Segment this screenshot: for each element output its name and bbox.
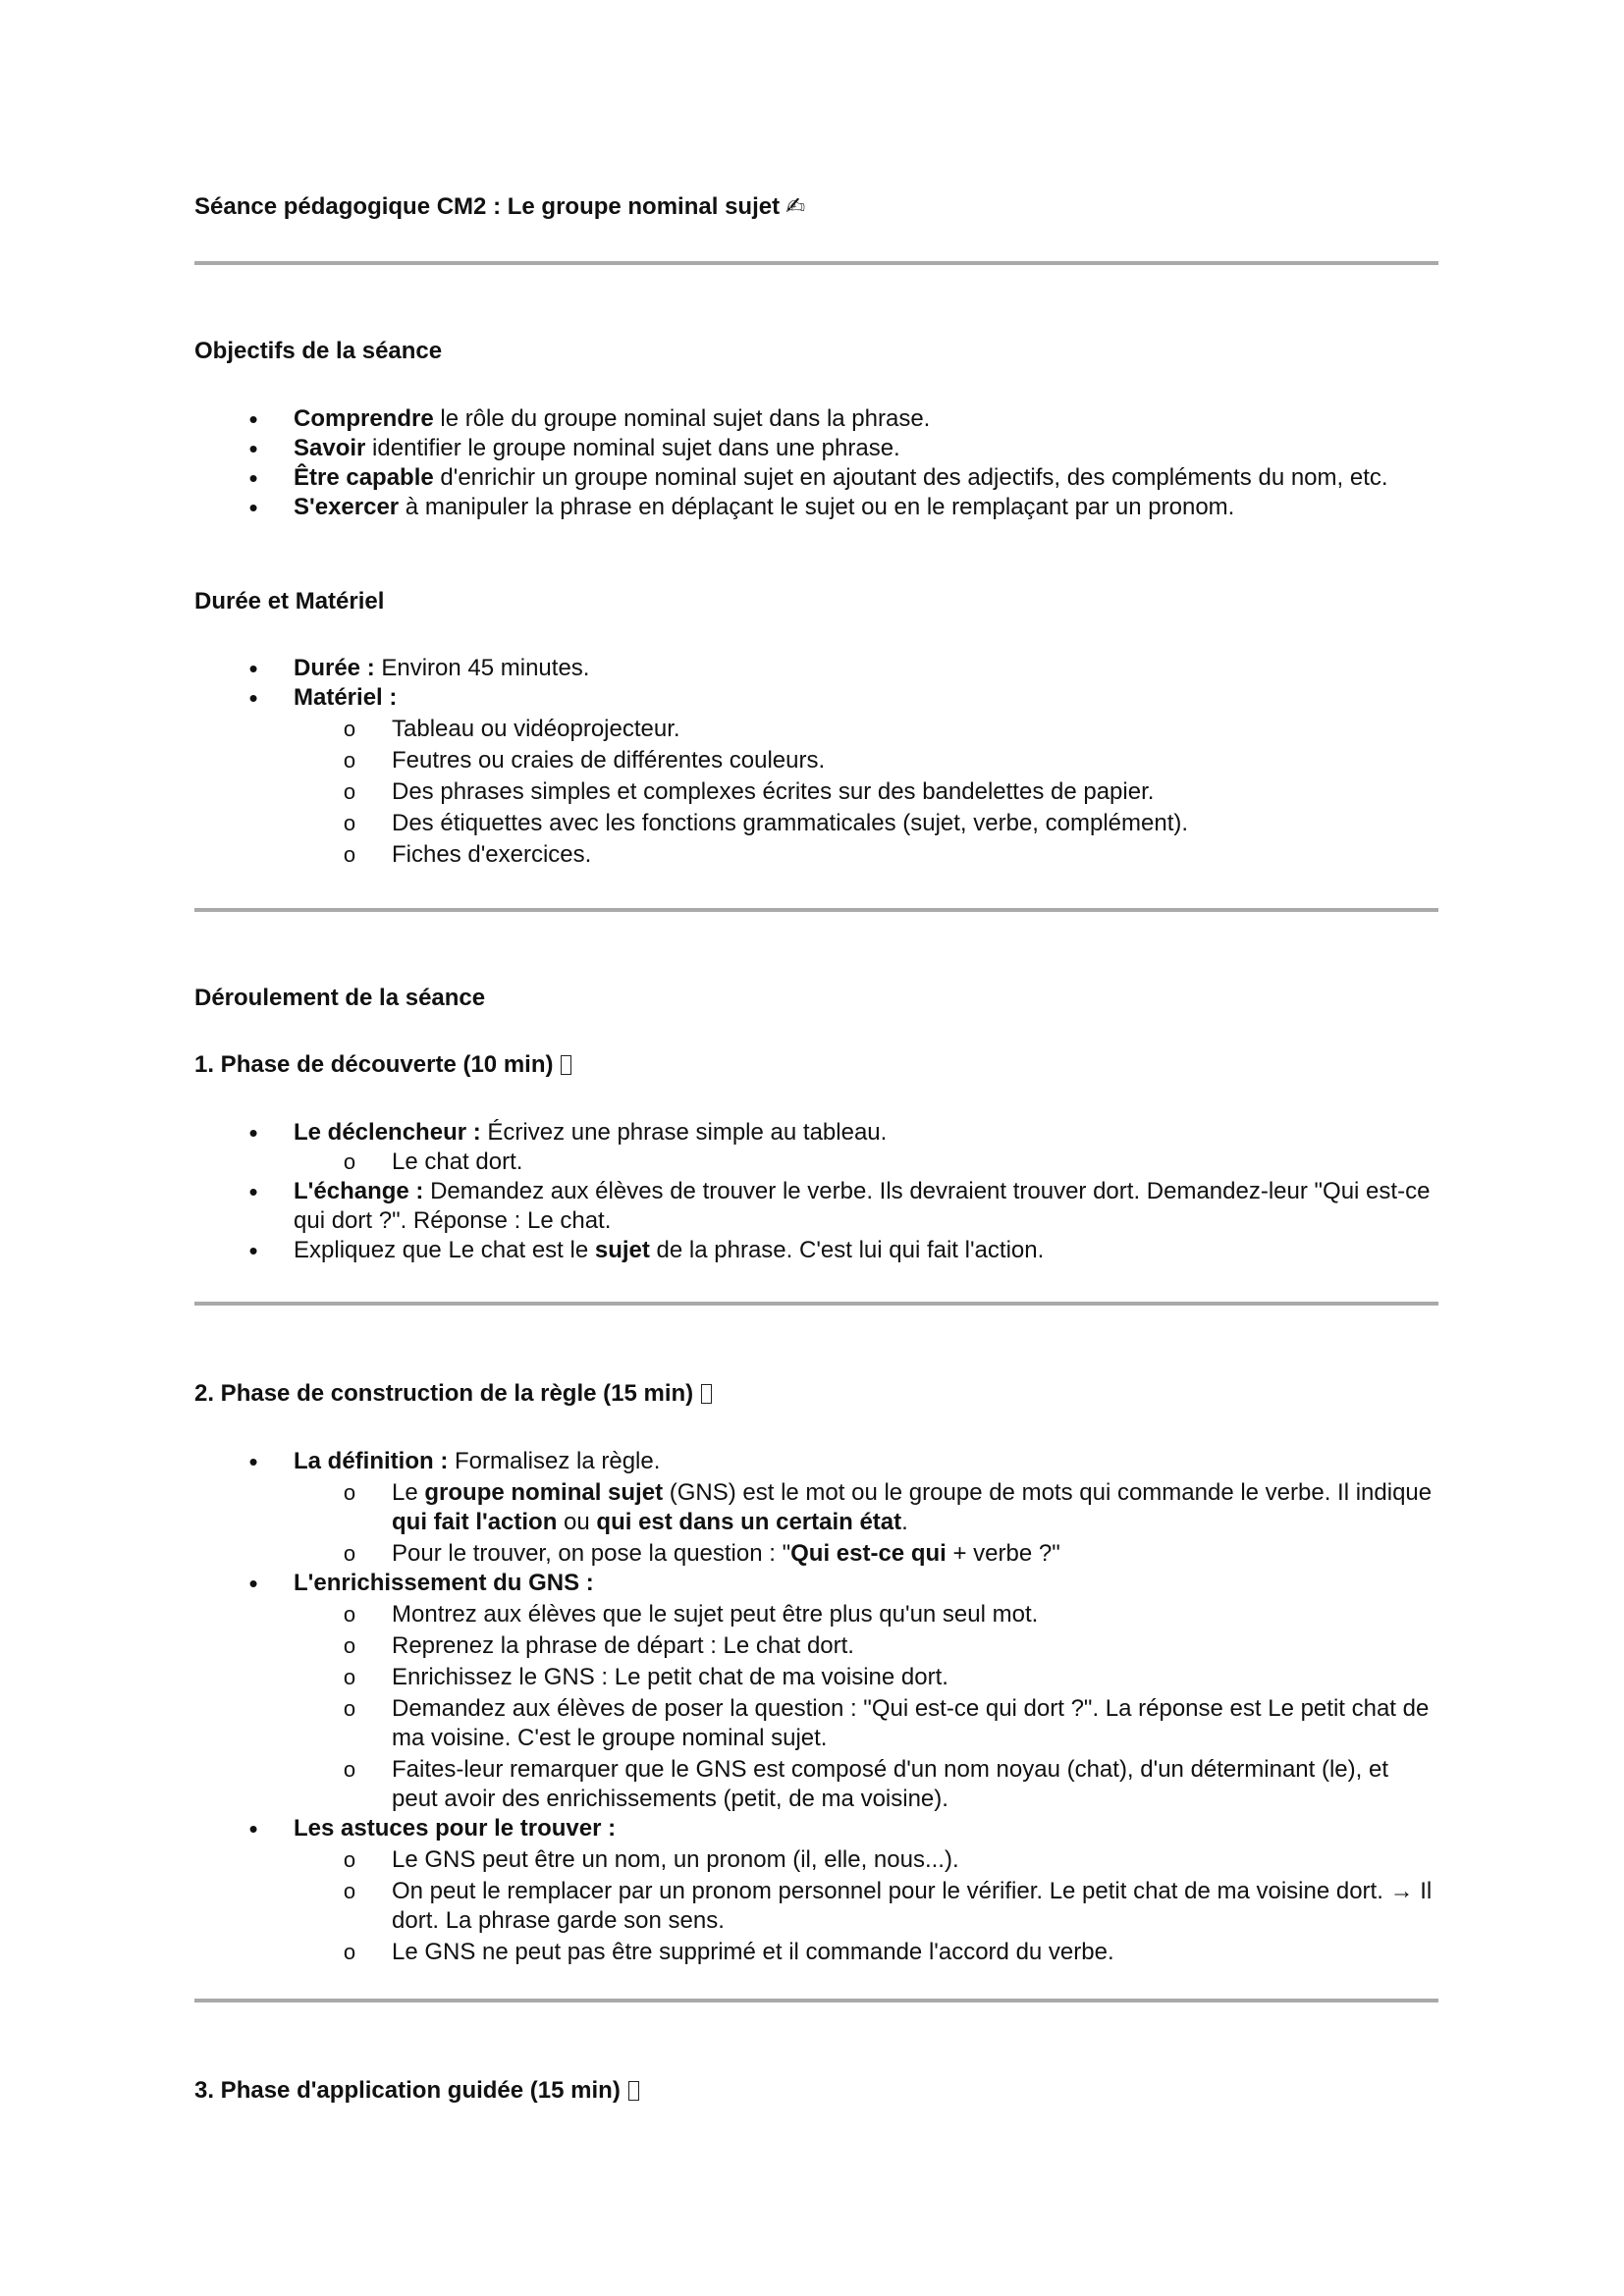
duree-label: Durée : (294, 655, 375, 681)
item-text: Formalisez la règle. (448, 1448, 661, 1474)
bullet: • (248, 434, 258, 463)
bullet: • (248, 683, 258, 713)
list-item (194, 434, 1438, 463)
item-text: Écrivez une phrase simple au tableau. (480, 1119, 888, 1146)
horizontal-rule (194, 1999, 1438, 2002)
item-keyword: La définition : (294, 1448, 449, 1474)
text: + verbe ?" (946, 1540, 1060, 1567)
item-text: d'enrichir un groupe nominal sujet en ajoutant des adjectifs, des compléments du nom, etc. (433, 464, 1388, 491)
duree-materiel-list (194, 654, 1438, 870)
sub-list-item (194, 1877, 1438, 1936)
list-item (194, 1236, 1438, 1265)
sub-bullet: o (343, 1480, 356, 1505)
sub-list-item (194, 1539, 1438, 1569)
item-text: de la phrase. C'est lui qui fait l'action. (649, 1237, 1045, 1263)
definition-sublist (294, 1478, 1438, 1569)
sub-list-item (194, 1845, 1438, 1875)
item-keyword: Le déclencheur : (294, 1119, 481, 1146)
document-title-text: Séance pédagogique CM2 : Le groupe nominal sujet (194, 193, 781, 220)
item-keyword: L'enrichissement du GNS : (294, 1570, 594, 1596)
sub-bullet: o (343, 1940, 356, 1964)
phase2-heading-text: 2. Phase de construction de la règle (15 min) (194, 1380, 694, 1407)
objectifs-list (194, 404, 1438, 522)
sub-item-text: Le chat dort. (392, 1148, 523, 1175)
sub-item-text: On peut le remplacer par un pronom personnel pour le vérifier. Le petit chat de ma voisine dort. → Il dort. La phrase garde son sens. (392, 1878, 1433, 1934)
sub-item-text: Feutres ou craies de différentes couleurs. (392, 747, 826, 774)
sub-item-text: Tableau ou vidéoprojecteur. (392, 716, 680, 742)
sub-bullet: o (343, 748, 356, 773)
sub-item-text: Demandez aux élèves de poser la question : "Qui est-ce qui dort ?". La réponse est Le petit chat de ma voisine. C'est le groupe nominal sujet. (392, 1695, 1430, 1751)
item-keyword: S'exercer (294, 494, 400, 520)
text: ou (557, 1509, 597, 1535)
item-keyword: sujet (594, 1237, 650, 1263)
bullet: • (248, 404, 258, 434)
list-item (194, 1177, 1438, 1236)
sub-list-item (194, 746, 1438, 775)
bullet: • (248, 1814, 258, 1843)
materiel-label: Matériel : (294, 684, 398, 711)
sub-bullet: o (343, 1541, 356, 1566)
missing-glyph-icon (628, 2081, 639, 2101)
enrichissement-sublist (294, 1600, 1438, 1814)
sub-bullet: o (343, 1633, 356, 1658)
horizontal-rule (194, 261, 1438, 265)
bold-text: groupe nominal sujet (424, 1479, 664, 1506)
section-heading-deroulement: Déroulement de la séance (194, 985, 486, 1011)
sub-list-item (194, 840, 1438, 870)
item-text: identifier le groupe nominal sujet dans une phrase. (365, 435, 900, 461)
duree-value: Environ 45 minutes. (374, 655, 590, 681)
text: Pour le trouver, on pose la question : " (392, 1540, 791, 1567)
astuces-sublist (294, 1845, 1438, 1967)
sub-item-text: Fiches d'exercices. (392, 841, 592, 868)
list-item (194, 683, 1438, 870)
sub-item-text: Reprenez la phrase de départ : Le chat dort. (392, 1632, 854, 1659)
sub-item-text: Le GNS ne peut pas être supprimé et il commande l'accord du verbe. (392, 1939, 1114, 1965)
horizontal-rule (194, 908, 1438, 912)
sub-bullet: o (343, 1602, 356, 1627)
item-keyword: Comprendre (294, 405, 434, 432)
bullet: • (248, 654, 258, 683)
item-text: Expliquez que Le chat est le (294, 1237, 595, 1263)
sub-bullet: o (343, 842, 356, 867)
item-text: le rôle du groupe nominal sujet dans la phrase. (433, 405, 931, 432)
bold-text: qui fait l'action (392, 1509, 558, 1535)
sub-list-item (194, 1938, 1438, 1967)
sub-bullet: o (343, 811, 356, 835)
item-keyword: Savoir (294, 435, 366, 461)
sub-item-text: Des étiquettes avec les fonctions grammaticales (sujet, verbe, complément). (392, 810, 1189, 836)
writing-hand-icon: ✍ (785, 193, 806, 220)
text: (GNS) est le mot ou le groupe de mots qui commande le verbe. Il indique (663, 1479, 1433, 1506)
section-heading-objectifs: Objectifs de la séance (194, 338, 443, 364)
bullet: • (248, 1447, 258, 1476)
list-item (194, 1118, 1438, 1177)
phase1-heading-text: 1. Phase de découverte (10 min) (194, 1051, 554, 1078)
sub-list-item (194, 1663, 1438, 1692)
list-item (194, 1447, 1438, 1569)
text: . (901, 1509, 908, 1535)
sub-item-text: Faites-leur remarquer que le GNS est composé d'un nom noyau (chat), d'un déterminant (le), et peut avoir des enrichissements (petit, de ma voisine). (392, 1756, 1388, 1812)
sub-bullet: o (343, 779, 356, 804)
list-item (194, 493, 1438, 522)
sub-item-text: Des phrases simples et complexes écrites sur des bandelettes de papier. (392, 778, 1155, 805)
phase3-heading-text: 3. Phase d'application guidée (15 min) (194, 2077, 621, 2104)
sub-list-item (194, 1148, 1438, 1177)
bullet: • (248, 1118, 258, 1148)
sub-list-item (194, 715, 1438, 744)
phase2-heading (194, 1379, 712, 1409)
bullet: • (248, 1177, 258, 1206)
text: Le (392, 1479, 425, 1506)
horizontal-rule (194, 1302, 1438, 1306)
list-item (194, 463, 1438, 493)
sub-item-text: Enrichissez le GNS : Le petit chat de ma voisine dort. (392, 1664, 948, 1690)
list-item (194, 404, 1438, 434)
sub-bullet: o (343, 1665, 356, 1689)
list-item (194, 654, 1438, 683)
list-item (194, 1814, 1438, 1967)
sub-bullet: o (343, 1149, 356, 1174)
sub-bullet: o (343, 1847, 356, 1872)
missing-glyph-icon (561, 1055, 571, 1075)
sub-bullet: o (343, 1757, 356, 1782)
missing-glyph-icon (701, 1384, 712, 1404)
section-heading-duree-materiel: Durée et Matériel (194, 588, 385, 614)
item-keyword: Être capable (294, 464, 434, 491)
phase1-heading (194, 1050, 571, 1080)
sub-item-text: Montrez aux élèves que le sujet peut être plus qu'un seul mot. (392, 1601, 1039, 1628)
list-item (194, 1569, 1438, 1814)
sub-bullet: o (343, 1879, 356, 1903)
bullet: • (248, 493, 258, 522)
phase1-list (194, 1118, 1438, 1265)
bullet: • (248, 1236, 258, 1265)
sub-list-item (194, 1631, 1438, 1661)
materiel-sublist (294, 715, 1438, 870)
sub-list-item (194, 1755, 1438, 1814)
phase2-list (194, 1447, 1438, 1967)
declencheur-sublist (294, 1148, 1438, 1177)
sub-item-text: Le GNS peut être un nom, un pronom (il, elle, nous...). (392, 1846, 959, 1873)
sub-list-item (194, 1600, 1438, 1629)
item-text: Demandez aux élèves de trouver le verbe. Ils devraient trouver dort. Demandez-leur "Qui est-ce qui dort ?". Réponse : Le chat. (294, 1178, 1431, 1234)
sub-list-item (194, 777, 1438, 807)
bullet: • (248, 1569, 258, 1598)
phase3-heading (194, 2076, 639, 2106)
item-keyword: Les astuces pour le trouver : (294, 1815, 617, 1842)
bold-text: qui est dans un certain état (596, 1509, 902, 1535)
item-keyword: L'échange : (294, 1178, 424, 1204)
document-title (194, 192, 805, 222)
sub-list-item (194, 1694, 1438, 1753)
bold-text: Qui est-ce qui (790, 1540, 947, 1567)
sub-bullet: o (343, 1696, 356, 1721)
bullet: • (248, 463, 258, 493)
sub-bullet: o (343, 717, 356, 741)
sub-list-item (194, 809, 1438, 838)
item-text: à manipuler la phrase en déplaçant le sujet ou en le remplaçant par un pronom. (399, 494, 1235, 520)
sub-list-item (194, 1478, 1438, 1537)
